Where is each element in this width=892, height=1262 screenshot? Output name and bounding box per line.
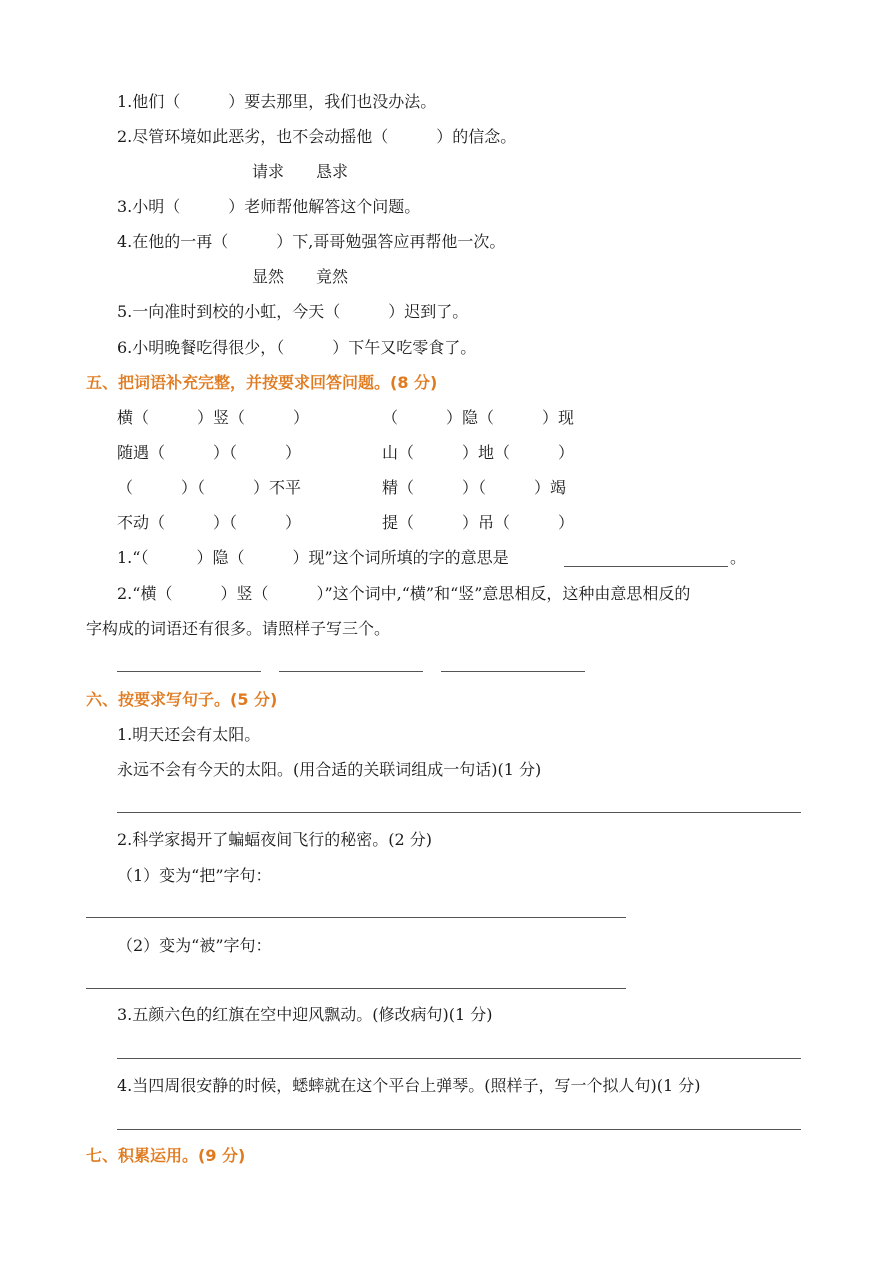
- question-4-3: 3.小明（ ）老师帮他解答这个问题。: [117, 197, 421, 216]
- answer-line-5-1[interactable]: [564, 566, 728, 567]
- answer-line-5-2c[interactable]: [441, 671, 585, 672]
- question-5-2-line2: 字构成的词语还有很多。请照样子写三个。: [86, 619, 391, 638]
- question-5-2-line1: 2.“横（ ）竖（ ）”这个词中,“横”和“竖”意思相反，这种由意思相反的: [117, 584, 691, 603]
- question-4-1: 1.他们（ ）要去那里，我们也没办法。: [117, 92, 437, 111]
- question-6-2-1: （1）变为“把”字句：: [117, 866, 272, 885]
- answer-line-6-4[interactable]: [117, 1129, 801, 1130]
- idiom-row3-left: （ ）（ ）不平: [117, 478, 302, 497]
- question-6-3: 3.五颜六色的红旗在空中迎风飘动。(修改病句)(1 分): [117, 1005, 493, 1024]
- answer-line-6-2-1[interactable]: [86, 917, 626, 918]
- question-6-1a: 1.明天还会有太阳。: [117, 725, 261, 744]
- idiom-row2-left: 随遇（ ）（ ）: [117, 443, 302, 462]
- word-choice-a: 请求 恳求: [252, 162, 349, 181]
- section-7-heading: 七、积累运用。(9 分): [86, 1146, 246, 1165]
- word-choice-b: 显然 竟然: [252, 267, 349, 286]
- question-4-4: 4.在他的一再（ ）下,哥哥勉强答应再帮他一次。: [117, 232, 506, 251]
- answer-line-6-3[interactable]: [117, 1058, 801, 1059]
- question-6-4: 4.当四周很安静的时候，蟋蟀就在这个平台上弹琴。(照样子，写一个拟人句)(1 分): [117, 1076, 701, 1095]
- question-4-6: 6.小明晚餐吃得很少，（ ）下午又吃零食了。: [117, 338, 477, 357]
- idiom-row2-right: 山（ ）地（ ）: [382, 443, 575, 462]
- section-6-heading: 六、按要求写句子。(5 分): [86, 690, 278, 709]
- idiom-row1-right: （ ）隐（ ）现: [382, 408, 575, 427]
- idiom-row4-left: 不动（ ）（ ）: [117, 513, 302, 532]
- idiom-row1-left: 横（ ）竖（ ）: [117, 408, 310, 427]
- idiom-row4-right: 提（ ）吊（ ）: [382, 513, 575, 532]
- question-4-2: 2.尽管环境如此恶劣，也不会动摇他（ ）的信念。: [117, 127, 517, 146]
- idiom-row3-right: 精（ ）（ ）竭: [382, 478, 567, 497]
- question-5-1-end: 。: [730, 548, 747, 567]
- question-4-5: 5.一向准时到校的小虹，今天（ ）迟到了。: [117, 302, 469, 321]
- question-6-2: 2.科学家揭开了蝙蝠夜间飞行的秘密。(2 分): [117, 830, 433, 849]
- question-6-1b: 永远不会有今天的太阳。(用合适的关联词组成一句话)(1 分): [117, 760, 542, 779]
- answer-line-5-2a[interactable]: [117, 671, 261, 672]
- answer-line-6-1[interactable]: [117, 812, 801, 813]
- answer-line-6-2-2[interactable]: [86, 988, 626, 989]
- question-6-2-2: （2）变为“被”字句：: [117, 936, 272, 955]
- question-5-1: 1.“（ ）隐（ ）现”这个词所填的字的意思是: [117, 548, 509, 567]
- section-5-heading: 五、把词语补充完整，并按要求回答问题。(8 分): [86, 373, 438, 392]
- answer-line-5-2b[interactable]: [279, 671, 423, 672]
